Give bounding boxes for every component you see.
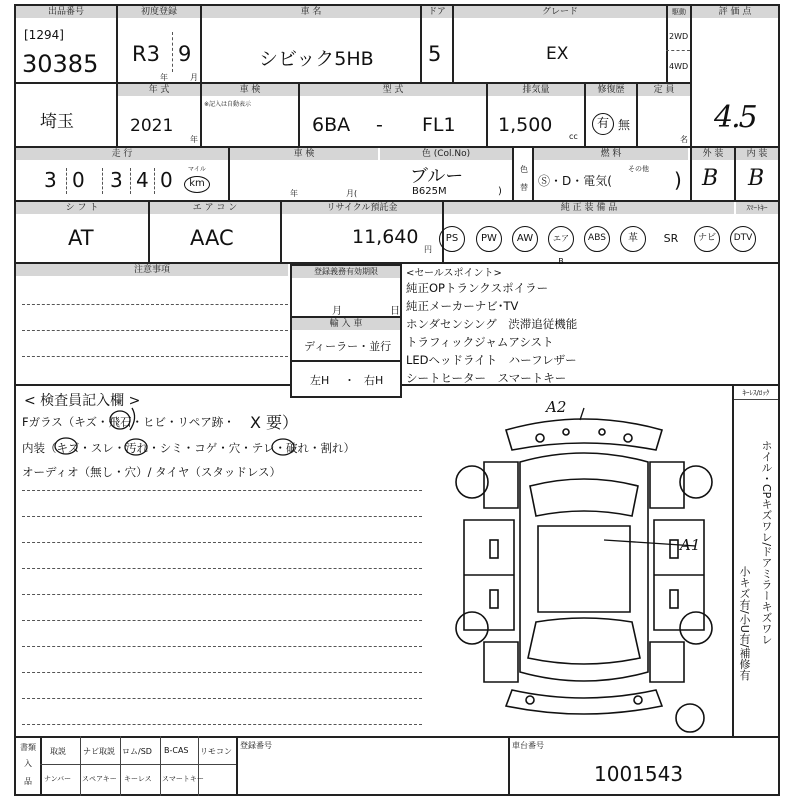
- divider: [280, 202, 282, 262]
- divider: [102, 168, 103, 194]
- equip-sunroof: SR: [663, 232, 679, 245]
- divider: [690, 6, 692, 200]
- doc-keyless: キーレス: [124, 775, 152, 783]
- model-code-suffix: FL1: [422, 114, 456, 136]
- doc-smart-key: スマートキー: [162, 775, 204, 783]
- doc-number-plate: ナンバー: [44, 775, 72, 783]
- lot-bracket: [1294]: [24, 28, 64, 42]
- divider: [116, 84, 118, 146]
- note-line: [22, 568, 422, 569]
- diagram-mark-a1: A1: [680, 536, 701, 554]
- car-damage-diagram: [434, 400, 734, 740]
- auction-sheet: [14, 4, 780, 796]
- shift-header: シ フ ト: [16, 202, 148, 214]
- equipment-header: 純 正 装 備 品: [444, 202, 734, 214]
- history-header: 修復歴: [586, 84, 636, 96]
- model-code-header: 型 式: [300, 84, 486, 96]
- chassis-number: 1001543: [594, 762, 684, 786]
- divider: [228, 148, 230, 200]
- doc-manual: 取説: [50, 747, 66, 756]
- recycle-value: 11,640: [352, 226, 419, 248]
- audio-line: オーディオ（無し・穴）/ タイヤ（スタッドレス）: [22, 465, 282, 479]
- checklist-marks: [14, 404, 434, 464]
- equip-dtv-circled: DTV: [730, 226, 756, 252]
- divider: [452, 6, 454, 82]
- mileage-unit-km-circled: km: [184, 176, 210, 193]
- lot-number: 30385: [22, 50, 99, 78]
- note-line: [22, 620, 422, 621]
- model-year-mark: 年: [190, 135, 198, 144]
- capacity-mark: 名: [680, 135, 688, 144]
- doors-header: ドア: [422, 6, 452, 18]
- note-line: [22, 516, 422, 517]
- equip-pw-circled: PW: [476, 226, 502, 252]
- sales-point-5: LEDヘッドライト ハーフレザー: [406, 353, 577, 367]
- equip-ps-circled: PS: [439, 226, 465, 252]
- exterior-grade: B: [702, 166, 719, 191]
- note-line: [22, 330, 288, 331]
- fuel-header: 燃 料: [534, 148, 688, 160]
- model-year-header: 年 式: [118, 84, 200, 96]
- mileage-digit-4: 4: [136, 168, 149, 192]
- divider: [172, 32, 173, 72]
- chassis-label: 車台番号: [512, 741, 544, 750]
- rating-header: 評 価 点: [692, 6, 778, 18]
- divider: [512, 148, 514, 200]
- mileage-digit-5: 0: [160, 168, 173, 192]
- region-value: 埼玉: [40, 112, 74, 132]
- first-reg-era: R3: [132, 42, 160, 66]
- shift-value: AT: [68, 226, 94, 250]
- steering-left: 左H: [310, 374, 330, 387]
- note-line: [22, 542, 422, 543]
- equip-leather-circled: 革: [620, 226, 646, 252]
- doc-navi-manual: ナビ取説: [83, 747, 115, 756]
- divider: [154, 168, 155, 194]
- model-code-prefix: 6BA: [312, 114, 351, 136]
- equip-airbag-circled: エア B: [548, 226, 574, 252]
- sales-point-3: ホンダセンシング 渋滞追従機能: [406, 317, 578, 331]
- drive-header: 駆動: [668, 6, 690, 18]
- divider: [160, 736, 161, 796]
- history-no: 無: [618, 118, 631, 132]
- color-close: ): [498, 186, 502, 197]
- doc-rom-sd: ロム/SD: [122, 747, 152, 756]
- divider: [80, 736, 81, 796]
- divider: [40, 764, 236, 765]
- aircon-header: エ ア コ ン: [150, 202, 280, 214]
- recycle-unit: 円: [424, 245, 432, 254]
- note-line: [22, 594, 422, 595]
- divider: [508, 736, 510, 796]
- note-line: [22, 672, 422, 673]
- model-header: 車 名: [202, 6, 420, 18]
- note-line: [22, 646, 422, 647]
- divider: [40, 736, 42, 796]
- drive-2wd: 2WD: [669, 32, 689, 41]
- divider: [420, 6, 422, 82]
- note-line: [22, 724, 422, 725]
- divider: [198, 736, 199, 796]
- divider: [636, 84, 638, 146]
- mileage-digit-1: 3: [44, 168, 57, 192]
- divider: [666, 50, 690, 51]
- sales-point-4: トラフィックジャムアシスト: [406, 335, 554, 349]
- divider: [14, 736, 780, 738]
- divider: [116, 6, 118, 82]
- mileage-header: 走 行: [16, 148, 228, 160]
- divider: [666, 6, 668, 82]
- interior-grade: B: [748, 166, 765, 191]
- inspection-month-mark: 月(: [346, 189, 358, 198]
- month-mark: 月: [190, 73, 198, 82]
- divider: [14, 384, 290, 386]
- dealer-parallel: ディーラー・並行: [304, 340, 392, 353]
- docs-label-1: 書類: [20, 743, 36, 752]
- model-year-value: 2021: [130, 116, 174, 136]
- displacement-header: 排気量: [488, 84, 584, 96]
- color-header: 色 (Col.No): [380, 148, 512, 160]
- steering-sep: ・: [344, 374, 355, 387]
- keyless-header: ｷｰﾚｽ/ﾛｯｸ: [734, 386, 778, 400]
- model-year-note: ※記入は自動表示: [204, 101, 252, 108]
- inspection-title: < 検査員記入欄 >: [24, 393, 141, 409]
- doors-value: 5: [428, 42, 442, 66]
- note-line: [22, 490, 422, 491]
- divider: [130, 168, 131, 194]
- lot-header: 出品番号: [16, 6, 116, 18]
- paint-label-2: 替: [520, 183, 528, 192]
- fuel-options: Ⓢ・D・電気(: [538, 174, 612, 188]
- model-name: シビック5HB: [259, 48, 374, 70]
- divider: [402, 384, 780, 386]
- reg-number-label: 登録番号: [240, 741, 272, 750]
- mileage-digit-3: 3: [110, 168, 123, 192]
- inspection-header: 車 検: [202, 84, 298, 96]
- divider: [200, 6, 202, 82]
- divider: [120, 736, 121, 796]
- divider: [532, 148, 534, 200]
- vertical-note-1: ホイル・CPキズワレ/ドアミラーキズワレ: [760, 440, 773, 646]
- first-reg-month: 9: [178, 42, 192, 66]
- glass-line: Fガラス（キズ・飛石・ヒビ・リペア跡・: [22, 415, 235, 429]
- divider: [298, 84, 300, 146]
- note-line: [22, 698, 422, 699]
- mileage-unit-miles: マイル: [188, 166, 206, 173]
- first-reg-header: 初度登録: [118, 6, 200, 18]
- color-value: ブルー: [410, 166, 464, 187]
- divider: [236, 736, 238, 796]
- diagram-mark-a2: A2: [546, 398, 567, 416]
- sales-point-6: シートヒーター スマートキー: [406, 371, 567, 385]
- exterior-header: 外 装: [692, 148, 734, 160]
- glass-mark: X 要）: [250, 413, 299, 432]
- divider: [486, 84, 488, 146]
- grade-header: グレード: [454, 6, 666, 18]
- vertical-note-2: 小キズ有/小U有/補修有: [738, 566, 751, 681]
- divider: [200, 84, 202, 146]
- displacement-value: 1,500: [498, 114, 553, 136]
- doc-remote: リモコン: [200, 747, 232, 756]
- fuel-close: ): [674, 168, 682, 192]
- color-code: B625M: [412, 186, 447, 197]
- import-header: 輸 入 車: [292, 318, 400, 330]
- history-yes-circled: 有: [592, 113, 614, 135]
- divider: [148, 202, 150, 262]
- note-line: [22, 304, 288, 305]
- doc-bcas: B-CAS: [164, 746, 189, 755]
- capacity-header: 定 員: [638, 84, 690, 96]
- docs-label-2: 入: [24, 759, 32, 768]
- sales-header: <セールスポイント>: [406, 268, 502, 279]
- drive-4wd: 4WD: [669, 62, 689, 71]
- inspection-expiry-header: 車 検: [230, 148, 378, 160]
- divider: [734, 148, 736, 200]
- steering-right: 右H: [364, 374, 384, 387]
- smartkey-header: ｽﾏｰﾄｷｰ: [736, 202, 778, 214]
- mileage-digit-2: 0: [72, 168, 85, 192]
- divider: [290, 360, 402, 362]
- grade-value: EX: [546, 44, 569, 64]
- registration-header: 登録義務有効期限: [292, 266, 400, 278]
- aircon-value: AAC: [190, 226, 234, 250]
- sales-point-2: 純正メーカーナビ･TV: [406, 299, 519, 313]
- model-code-dash: -: [376, 114, 383, 136]
- divider: [584, 84, 586, 146]
- doc-spare-key: スペアキー: [82, 775, 117, 783]
- fuel-other: その他: [628, 165, 649, 173]
- divider: [66, 168, 67, 194]
- paint-label-1: 色: [520, 165, 528, 174]
- inspection-year-mark: 年: [290, 189, 298, 198]
- displacement-unit: cc: [569, 132, 578, 141]
- year-mark: 年: [160, 73, 168, 82]
- interior-line: 内装（キズ・スレ・汚れ・シミ・コゲ・穴・テレ・破れ・割れ）: [22, 441, 356, 455]
- equip-abs-circled: ABS: [584, 226, 610, 252]
- score-handwritten: 4.5: [714, 100, 756, 135]
- interior-header: 内 装: [736, 148, 778, 160]
- equip-aw-circled: AW: [512, 226, 538, 252]
- note-line: [22, 356, 288, 357]
- registration-day: 日: [390, 306, 400, 317]
- sales-point-1: 純正OPトランクスポイラー: [406, 281, 549, 295]
- docs-label-3: 品: [24, 777, 32, 786]
- caution-header: 注意事項: [16, 264, 288, 276]
- registration-month: 月: [332, 306, 342, 317]
- recycle-header: リサイクル預託金: [282, 202, 442, 214]
- equip-navi-circled: ナビ: [694, 226, 720, 252]
